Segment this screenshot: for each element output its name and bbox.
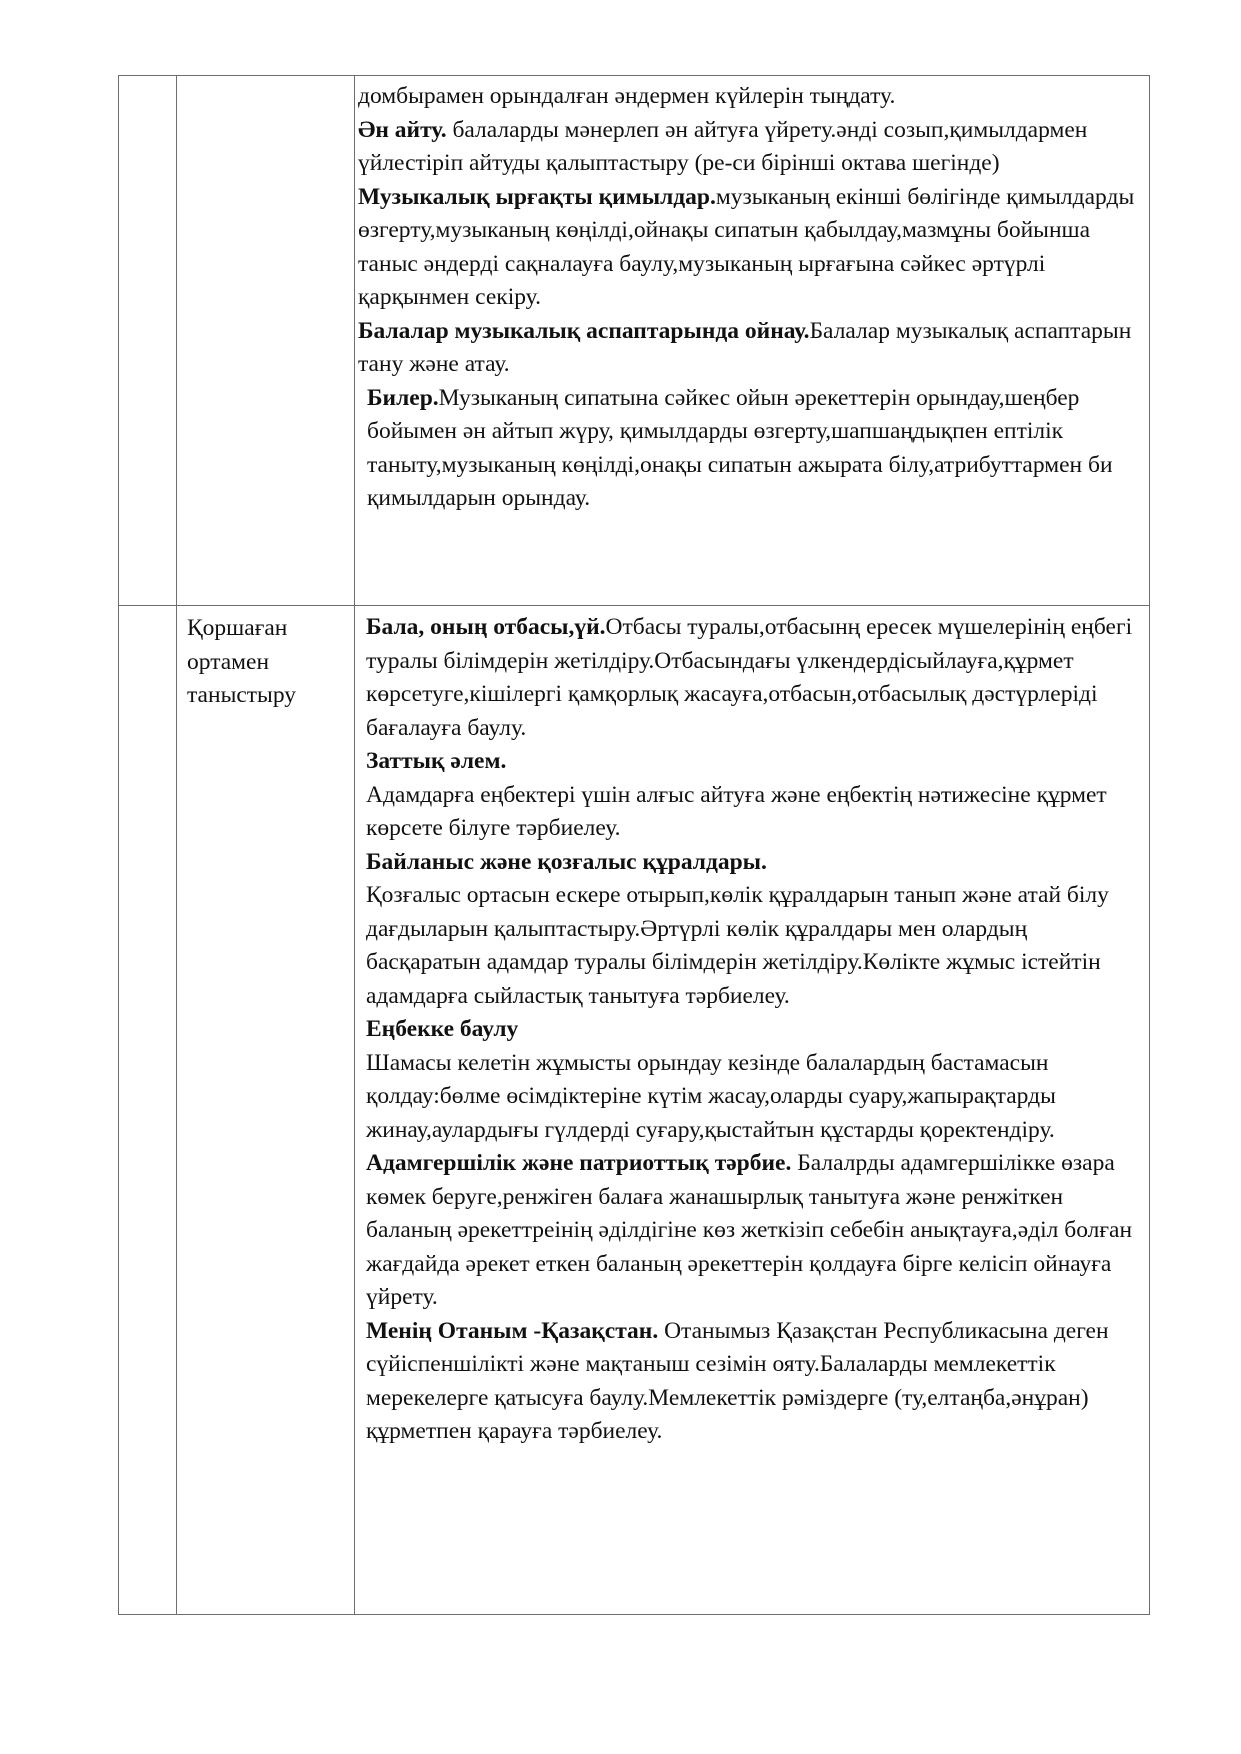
content-cell	[355, 76, 1150, 606]
content-cell	[355, 606, 1150, 1615]
paragraph-heading: Бала, оның отбасы,үй.	[366, 614, 606, 640]
paragraph-heading: Адамгершілік және патриоттық тәрбие.	[366, 1150, 792, 1176]
paragraph-heading: Еңбекке баулу	[366, 1016, 519, 1042]
content-paragraph	[366, 1013, 1137, 1047]
paragraph-heading: Байланыс және қозғалыс құралдары.	[366, 848, 767, 875]
table-row	[119, 76, 1150, 606]
content-paragraph	[366, 846, 1137, 880]
paragraph-heading: Ән айту.	[358, 116, 447, 143]
content-paragraph: Билер.Музыканың сипатына сәйкес ойын әрекеттерін орындау,шеңбер бойымен ән айтып жүру, қимылдарды өзгерту,шапшаңдықпен ептілік таныту,музыканың көңілді,онақы сипатын ажырата білу,атрибуттармен би қимылдарын орындау.	[367, 384, 1113, 511]
content-paragraph: Менің Отаным -Қазақстан. Отанымыз Қазақстан Республикасына деген сүйіспеншілікті және мақтаныш сезімін ояту.Балаларды мемлекеттік мерекелерге қатысуға баулу.Мемлекеттік рәміздерге (ту,елтаңба,әнұран) құрметпен қарауға тәрбиелеу.	[366, 1317, 1109, 1444]
content-paragraph: Бала, оның отбасы,үй.Отбасы туралы,отбасынң ересек мүшелерінің еңбегі туралы білімдерін жетілдіру.Отбасындағы үлкендердісыйлауға,құрмет көрсетуге,кішілергі қамқорлық жасауға,отбасын,отбасылық дәстүрлеріді бағалауға баулу.	[366, 614, 1133, 741]
content-paragraph: Адамгершілік және патриоттық тәрбие. Балалрды адамгершілікке өзара көмек беруге,ренжіген балаға жанашырлық танытуға және ренжіткен баланың әрекеттреінің әділдігіне көз жеткізіп себебін анықтауға,әділ болған жағдайда әрекет еткен баланың әрекеттерін қолдауға бірге келісіп ойнауға үйрету.	[366, 1150, 1133, 1310]
content-paragraph: домбырамен орындалған әндермен күйлерін тыңдату.	[358, 83, 896, 109]
content-paragraph: Шамасы келетін жұмысты орындау кезінде балалардың бастамасын қолдау:бөлме өсімдіктеріне күтім жасау,оларды суару,жапырақтарды жинау,аулардығы гүлдерді суғару,қыстайтын құстарды қоректендіру.	[366, 1049, 1056, 1143]
curriculum-table	[118, 75, 1150, 1615]
topic-cell	[177, 76, 355, 606]
table-row	[119, 606, 1150, 1615]
content-paragraph: Қозғалыс ортасын ескере отырып,көлік құралдарын танып және атай білу дағдыларын қалыптастыру.Әртүрлі көлік құралдары мен олардың басқаратын адамдар туралы білімдерін жетілдіру.Көлікте жұмыс істейтін адамдарға сыйластық танытуға тәрбиелеу.	[366, 882, 1109, 1009]
topic-label: Қоршаған ортамен таныстыру	[187, 615, 297, 708]
number-cell	[119, 606, 177, 1615]
paragraph-heading: Музыкалық ырғақты қимылдар.	[358, 183, 716, 210]
content-paragraph: Ән айту. балаларды мәнерлеп ән айтуға үйрету.әнді созып,қимылдармен үйлестіріп айтуды қалыптастыру (ре-си бірінші октава шегінде)	[358, 116, 1088, 176]
content-paragraph: Балалар музыкалық аспаптарында ойнау.Балалар музыкалық аспаптарын тану және атау.	[358, 317, 1132, 377]
number-cell	[119, 76, 177, 606]
content-paragraph: Адамдарға еңбектері үшін алғыс айтуға және еңбектің нәтижесіне құрмет көрсете білуге тәрбиелеу.	[366, 781, 1107, 841]
topic-cell	[177, 606, 355, 1615]
paragraph-heading: Менің Отаным -Қазақстан.	[366, 1317, 659, 1344]
content-paragraph	[366, 745, 1137, 779]
paragraph-heading: Заттық әлем.	[366, 748, 507, 774]
paragraph-heading: Билер.	[367, 384, 439, 411]
content-paragraph: Музыкалық ырғақты қимылдар.музыканың екінші бөлігінде қимылдарды өзгерту,музыканың көңілді,ойнақы сипатын қабылдау,мазмұны бойынша таныс әндерді сақналауға баулу,музыканың ырғағына сәйкес әртүрлі қарқынмен секіру.	[358, 183, 1135, 310]
paragraph-heading: Балалар музыкалық аспаптарында ойнау.	[358, 317, 810, 344]
